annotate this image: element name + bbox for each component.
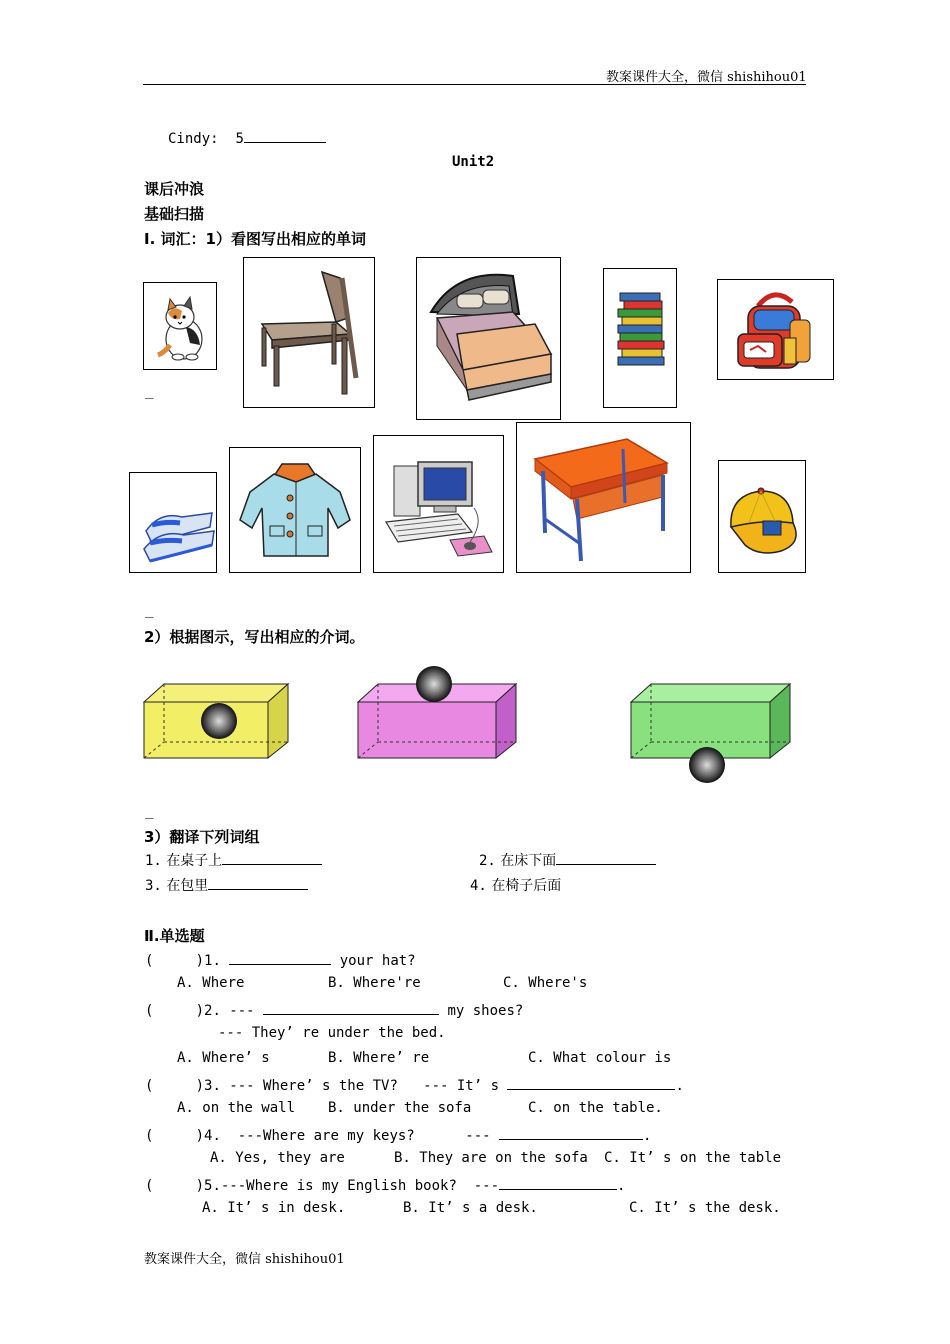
translate-item-3 xyxy=(145,875,308,895)
question-4 xyxy=(145,1125,651,1144)
answer-blank xyxy=(499,1175,617,1190)
q2-option-c: C. What colour is xyxy=(528,1050,672,1066)
answer-blank xyxy=(556,850,656,865)
bed-picture xyxy=(416,257,561,420)
shoes-picture xyxy=(129,472,217,573)
section-title-surfing: 课后冲浪 xyxy=(144,180,205,198)
computer-picture xyxy=(373,435,504,573)
dash-row1: _ xyxy=(145,383,154,399)
box-on xyxy=(358,666,516,758)
answer-bracket: ( ) xyxy=(145,1003,205,1019)
header-rule xyxy=(143,84,806,85)
books-picture xyxy=(603,268,677,408)
q1-option-c: C. Where's xyxy=(503,975,588,991)
item-number: 3. xyxy=(145,878,162,894)
answer-bracket: ( ) xyxy=(145,1178,205,1194)
desk-picture xyxy=(516,422,691,573)
answer-blank xyxy=(208,875,308,890)
answer-blank xyxy=(222,850,322,865)
translate-item-2 xyxy=(479,850,656,870)
question-tail: your hat? xyxy=(331,953,416,969)
part4-heading: Ⅱ.单选题 xyxy=(144,927,205,945)
q2-option-a: A. Where’ s xyxy=(177,1050,270,1066)
answer-bracket: ( ) xyxy=(145,1078,205,1094)
chair-icon xyxy=(244,258,374,407)
shoes-icon xyxy=(130,473,216,572)
desk-icon xyxy=(517,423,690,572)
ball-under-icon xyxy=(689,747,725,783)
cap-picture xyxy=(718,460,806,573)
q3-option-b: B. under the sofa xyxy=(328,1100,472,1116)
question-5 xyxy=(145,1175,625,1194)
ball-on-icon xyxy=(416,666,452,702)
ball-in-icon xyxy=(201,703,237,739)
part2-heading: 2）根据图示，写出相应的介词。 xyxy=(144,628,365,646)
q5-option-a: A. It’ s in desk. xyxy=(202,1200,346,1216)
part1-heading: Ⅰ. 词汇：1）看图写出相应的单词 xyxy=(144,230,366,248)
q5-option-b: B. It’ s a desk. xyxy=(403,1200,538,1216)
box-in xyxy=(144,684,288,758)
chair-picture xyxy=(243,257,375,408)
item-text: 在椅子后面 xyxy=(491,878,562,894)
question-stem: 1. xyxy=(204,953,230,969)
item-text: 在桌子上 xyxy=(166,853,223,869)
schoolbag-picture xyxy=(717,279,834,380)
question-3 xyxy=(145,1075,684,1094)
q4-option-a: A. Yes, they are xyxy=(210,1150,345,1166)
question-tail: . xyxy=(643,1128,652,1144)
q2-option-b: B. Where’ re xyxy=(328,1050,430,1066)
answer-bracket: ( ) xyxy=(145,953,205,969)
item-text: 在包里 xyxy=(166,878,209,894)
part3-heading: 3）翻译下列词组 xyxy=(144,828,260,846)
item-number: 1. xyxy=(145,853,162,869)
q4-option-c: C. It’ s on the table xyxy=(604,1150,782,1166)
q3-option-a: A. on the wall xyxy=(177,1100,296,1116)
q1-option-b: B. Where're xyxy=(328,975,421,991)
question-1 xyxy=(145,950,416,969)
section-title-basics: 基础扫描 xyxy=(144,205,205,223)
cindy-label: Cindy: xyxy=(168,131,219,147)
cat-picture xyxy=(143,282,217,370)
question-stem: 3. --- Where’ s the TV? --- It’ s xyxy=(204,1078,508,1094)
answer-blank xyxy=(507,1075,675,1090)
page-header: 教案课件大全，微信 shishihou01 xyxy=(606,70,807,85)
question-stem: 5.---Where is my English book? --- xyxy=(204,1178,500,1194)
answer-blank xyxy=(499,1125,643,1140)
cindy-blank xyxy=(244,128,326,143)
question-tail: my shoes? xyxy=(439,1003,524,1019)
translate-item-1 xyxy=(145,850,322,870)
question-tail: . xyxy=(617,1178,626,1194)
answer-blank xyxy=(263,1000,439,1015)
q1-option-a: A. Where xyxy=(177,975,245,991)
question-stem: 2. --- xyxy=(204,1003,264,1019)
answer-blank xyxy=(229,950,331,965)
page-footer: 教案课件大全，微信 shishihou01 xyxy=(144,1252,345,1267)
box-under xyxy=(631,684,790,783)
q2-reply: --- They’ re under the bed. xyxy=(218,1025,446,1041)
q3-option-c: C. on the table. xyxy=(528,1100,663,1116)
bed-icon xyxy=(417,258,560,419)
item-number: 2. xyxy=(479,853,496,869)
dash-row2: _ xyxy=(145,602,154,618)
unit-title: Unit2 xyxy=(452,154,495,170)
cap-icon xyxy=(719,461,805,572)
schoolbag-icon xyxy=(718,280,833,379)
question-tail: . xyxy=(675,1078,684,1094)
preposition-figures xyxy=(140,660,810,785)
answer-bracket: ( ) xyxy=(145,1128,205,1144)
question-2 xyxy=(145,1000,523,1019)
item-text: 在床下面 xyxy=(500,853,557,869)
cat-icon xyxy=(144,283,216,369)
dash-row3: _ xyxy=(145,803,154,819)
books-icon xyxy=(604,269,676,407)
question-stem: 4. ---Where are my keys? --- xyxy=(204,1128,500,1144)
q5-option-c: C. It’ s the desk. xyxy=(629,1200,781,1216)
cindy-line xyxy=(168,128,326,147)
coat-picture xyxy=(229,447,361,573)
translate-item-4 xyxy=(470,875,561,895)
computer-icon xyxy=(374,436,503,572)
cindy-number: 5 xyxy=(235,131,244,147)
q4-option-b: B. They are on the sofa xyxy=(394,1150,588,1166)
coat-icon xyxy=(230,448,360,572)
item-number: 4. xyxy=(470,878,487,894)
